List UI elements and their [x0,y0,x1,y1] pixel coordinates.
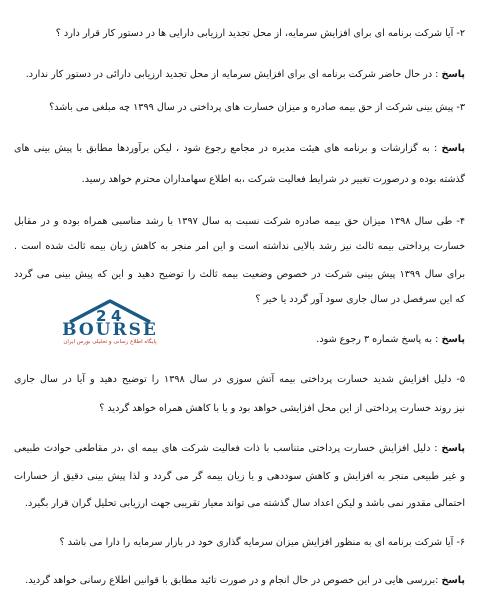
question-4-line-1: ۴- طی سال ۱۳۹۸ میزان حق بیمه صادره شرکت نسبت به سال ۱۳۹۷ با رشد مناسبی همراه بوده و در مقابل [14,216,465,227]
bourse-logo [40,298,180,348]
answer-text: : در حال حاضر شرکت برنامه ای برای افزایش سرمایه از محل تجدید ارزیابی دارائی در دستور کار ندارد. [25,69,439,80]
logo-tagline: پایگاه اطلاع رسانی و تحلیلی بورس ایران [63,339,157,345]
answer-5-line-1 [14,442,465,455]
question-2: ۲- آیا شرکت برنامه ای برای افزایش سرمایه، از محل تجدید ارزیابی دارایی ها در دستور کار قرار دارد ؟ [55,28,465,39]
answer-5-line-3: احتمالی مقدور نمی باشد و لیکن اعداد سال گذشته می تواند معیار تقریبی جهت ارزیابی تحلیل گران قرار بگیرد. [24,498,465,509]
answer-3-line-2: گذشته بوده و درصورت تغییر در شرایط فعالیت شرکت ،به اطلاع سهامداران محترم خواهد رسید. [81,174,465,185]
question-6: ۶- آیا شرکت برنامه ای به منظور افزایش میزان سرمایه گذاری خود در بازار سرمایه را دارا می باشد ؟ [59,537,465,548]
answer-label: پاسخ [441,334,465,345]
svg-text:4: 4 [111,307,122,324]
answer-6 [14,574,465,587]
answer-label: پاسخ [441,443,465,454]
question-5-line-1: ۵- دلیل افزایش شدید خسارت پرداختی بیمه آتش سوزی در سال ۱۳۹۸ را توضیح دهید و آیا در سال جاری [14,374,465,385]
answer-5-line-2: و غیر طبیعی منجر به افزایش و کاهش سوددهی و یا زیان بیمه گر می گردد و لذا پیش بینی دقیق از خسارات [14,471,465,482]
question-4-line-3: برای سال ۱۳۹۹ پیش بینی شرکت در خصوص وضعیت بیمه ثالث را توضیح دهید و این که پیش بینی می گردد [14,269,465,280]
answer-text: : به پاسخ شماره ۳ رجوع شود. [316,334,439,345]
answer-label: پاسخ [441,143,465,154]
answer-label: پاسخ [441,69,465,80]
question-4-line-2: خسارت پرداختی بیمه ثالث نیز رشد بالایی نداشته است و این امر منجر به کاهش زیان بیمه ثالث شده است . [14,241,465,252]
question-5-line-2: نیز روند خسارت پرداختی از این محل افزایشی خواهد بود و یا با کاهش همراه خواهد گردید ؟ [99,403,465,414]
logo-word: BOURSE [62,320,158,340]
answer-3-line-1 [14,142,465,155]
answer-text: : به گزارشات و برنامه های هیئت مدیره در مجامع رجوع شود ، لیکن برآوردها مطابق با پیش بینی های [14,143,438,154]
answer-text: : دلیل افزایش خسارت پرداختی متناسب با ذات فعالیت شرکت های بیمه ای ،در مقاطعی حوادث طبیعی [14,443,438,454]
question-3: ۳- پیش بینی شرکت از حق بیمه صادره و میزان خسارت های پرداختی در سال ۱۳۹۹ چه مبلغی می باشد؟ [49,102,465,113]
answer-2 [14,68,465,81]
answer-text: :بررسی هایی در این خصوص در حال انجام و در صورت تائید مطابق با قوانین اطلاع رسانی خواهد گردید. [25,575,439,586]
question-4-line-4: که این سرفصل در سال جاری سود آور گردد یا خیر ؟ [255,294,465,305]
svg-text:2: 2 [96,307,107,324]
answer-label: پاسخ [441,575,465,586]
